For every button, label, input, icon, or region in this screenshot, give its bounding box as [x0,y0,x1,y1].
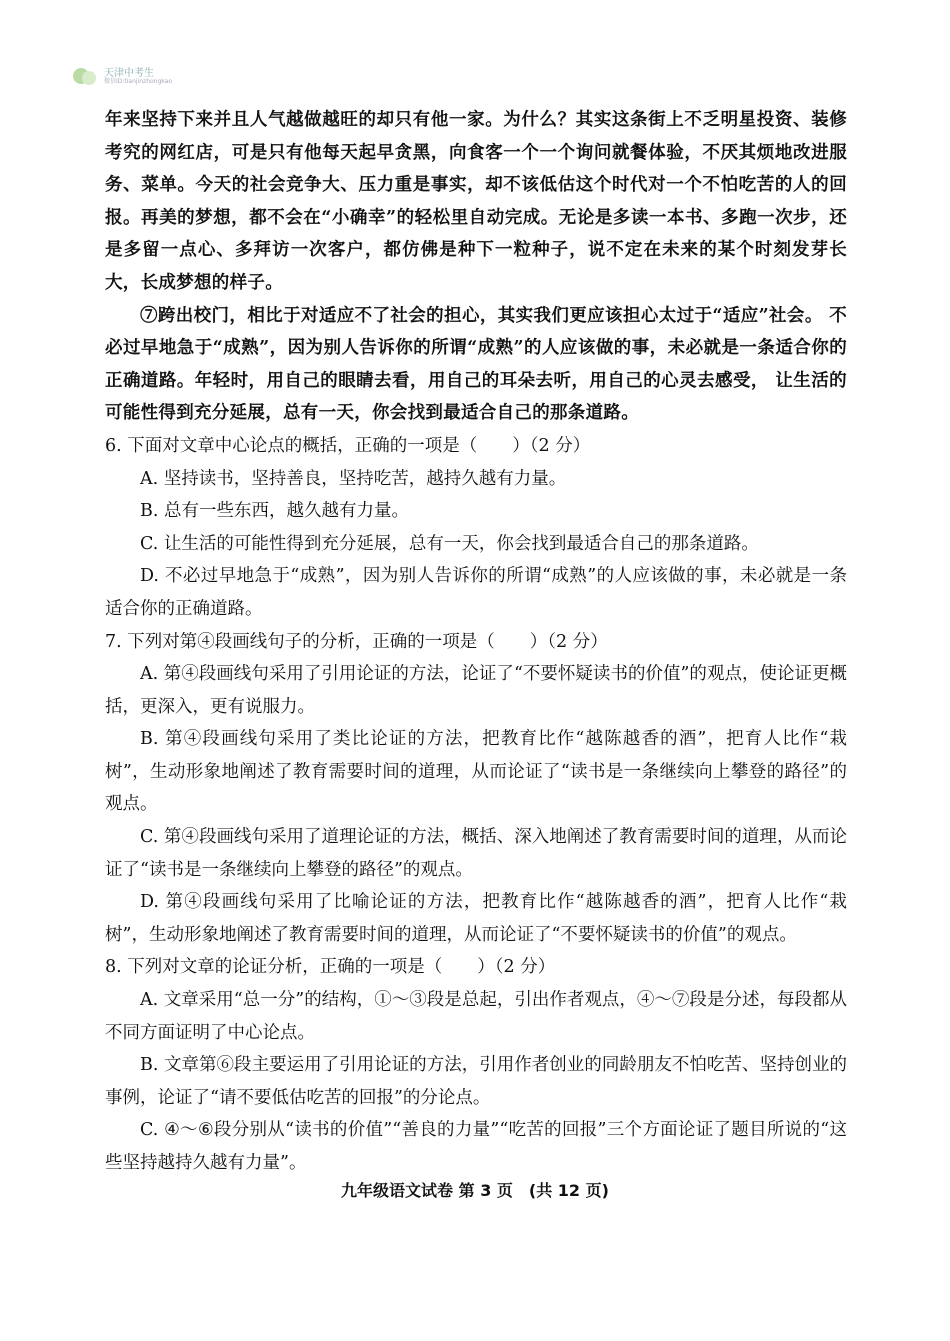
option-d: D. 第④段画线句采用了比喻论证的方法，把教育比作“越陈越香的酒”，把育人比作“栽树”，生动形象地阐述了教育需要时间的道理，从而论证了“不要怀疑读书的价值”的观点。 [105,892,847,945]
question-7 [105,626,847,952]
option-a: A. 坚持读书，坚持善良，坚持吃苦，越持久越有力量。 [140,468,567,489]
passage-paragraph-6-cont: 年来坚持下来并且人气越做越旺的却只有他一家。为什么？其实这条街上不乏明星投资、装修考究的网红店，可是只有他每天起早贪黑，向食客一个一个询问就餐体验，不厌其烦地改进服务、菜单。今天的社会竞争大、压力重是事实，却不该低估这个时代对一个不怕吃苦的人的回报。再美的梦想，都不会在“小确幸”的轻松里自动完成。无论是多读一本书、多跑一次步，还是多留一点心、多拜访一次客户，都仿佛是种下一粒种子，说不定在未来的某个时刻发芽长大，长成梦想的样子。 [105,110,847,293]
watermark-logo [72,66,172,88]
option-b: B. 文章第⑥段主要运用了引用论证的方法，引用作者创业的同龄朋友不怕吃苦、坚持创业的事例，论证了“请不要低估吃苦的回报”的分论点。 [105,1055,847,1108]
option-b: B. 总有一些东西，越久越有力量。 [140,501,409,522]
question-stem: 8. 下列对文章的论证分析，正确的一项是（ ）（2 分） [105,957,556,978]
option-c: C. 让生活的可能性得到充分延展，总有一天，你会找到最适合自己的那条道路。 [140,533,759,554]
logo-title: 天津中考生 [104,68,154,80]
page-content [105,104,847,1180]
question-stem: 7. 下列对第④段画线句子的分析，正确的一项是（ ）（2 分） [105,631,608,652]
question-stem: 6. 下面对文章中心论点的概括，正确的一项是（ ）（2 分） [105,435,591,456]
option-c: C. 第④段画线句采用了道理论证的方法，概括、深入地阐述了教育需要时间的道理，从而论证了“读书是一条继续向上攀登的路径”的观点。 [105,827,847,880]
option-c: C. ④～⑥段分别从“读书的价值”“善良的力量”“吃苦的回报”三个方面论证了题目所说的“这些坚持越持久越有力量”。 [105,1120,847,1173]
question-8 [105,951,847,1179]
passage-paragraph-7: ⑦跨出校门，相比于对适应不了社会的担心，其实我们更应该担心太过于“适应”社会。 不必过早地急于“成熟”，因为别人告诉你的所谓“成熟”的人应该做的事，未必就是一条适合你的正确道路。年轻时，用自己的眼睛去看，用自己的耳朵去听，用自己的心灵去感受， 让生活的可能性得到充分延展，总有一天，你会找到最适合自己的那条道路。 [105,305,847,424]
option-d: D. 不必过早地急于“成熟”，因为别人告诉你的所谓“成熟”的人应该做的事，未必就是一条适合你的正确道路。 [105,566,847,619]
chat-bubble-logo-icon [72,66,98,88]
option-a: A. 第④段画线句采用了引用论证的方法，论证了“不要怀疑读书的价值”的观点，使论证更概括，更深入，更有说服力。 [105,664,847,717]
question-6 [105,430,847,626]
option-a: A. 文章采用“总一分”的结构，①～③段是总起，引出作者观点，④～⑦段是分述，每段都从不同方面证明了中心论点。 [105,990,847,1043]
option-b: B. 第④段画线句采用了类比论证的方法，把教育比作“越陈越香的酒”，把育人比作“栽树”，生动形象地阐述了教育需要时间的道理，从而论证了“读书是一条继续向上攀登的路径”的观点。 [105,729,847,815]
logo-subtitle: 微信ID:tianjinzhongkao [104,78,172,86]
page-footer: 九年级语文试卷 第 3 页 (共 12 页) [341,1181,609,1200]
